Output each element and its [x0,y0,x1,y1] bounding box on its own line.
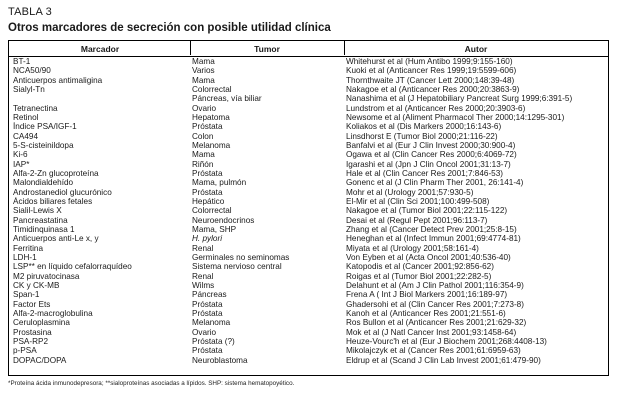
cell-tumor: Colorrectal [192,206,232,216]
cell-autor: Von Eyben et al (Acta Oncol 2001;40:536-40) [346,252,511,262]
cell-autor: Zhang et al (Cancer Detect Prev 2001;25:8-15) [346,224,517,234]
cell-marcador: LSP** en líquido cefalorraquídeo [13,262,132,272]
cell-autor: Ros Bullon et al (Anticancer Res 2001;21:629-32) [346,318,527,328]
cell-autor: Kanoh et al (Anticancer Res 2001;21:551-6) [346,308,506,318]
cell-tumor: Colon [192,131,214,141]
cell-tumor: Germinales no seminomas [192,252,290,262]
cell-marcador: Índice PSA/IGF-1 [13,122,77,132]
cell-autor: Mikolajczyk et al (Cancer Res 2001;61:6959-63) [346,346,521,356]
cell-marcador: LDH-1 [13,252,37,262]
table-row [9,244,608,253]
cell-tumor: Hepático [192,196,225,206]
table-row [9,57,608,66]
cell-tumor: Neuroblastoma [192,355,248,365]
cell-autor: Nakagoe et al (Anticancer Res 2000;20:3863-9) [346,84,520,94]
table-row [9,309,608,318]
table-row [9,76,608,85]
cell-autor: Ghadersohi et al (Clin Cancer Res 2001;7:273-8) [346,299,524,309]
cell-marcador: Span-1 [13,290,40,300]
cell-marcador: DOPAC/DOPA [13,355,67,365]
cell-autor: Miyata et al (Urology 2001;58:161-4) [346,243,479,253]
cell-autor: Kuoki et al (Anticancer Res 1999;19:5599-606) [346,66,517,76]
cell-tumor: Mama [192,150,215,160]
cell-tumor: Mama [192,57,215,66]
header-tumor: Tumor [254,44,280,54]
table-body [9,57,608,365]
table-row [9,253,608,262]
table-row [9,141,608,150]
cell-autor: Lundstrom et al (Anticancer Res 2000;20:3903-6) [346,103,526,113]
table-row [9,225,608,234]
cell-marcador: Ki-6 [13,150,28,160]
cell-marcador: Pancreastatina [13,215,68,225]
cell-autor: Delahunt et al (Am J Clin Pathol 2001;116:354-9) [346,280,524,290]
column-divider [344,41,345,55]
table-row [9,216,608,225]
table-row [9,300,608,309]
cell-tumor: Próstata [192,187,223,197]
table-row [9,150,608,159]
cell-tumor: H. pylori [192,234,223,244]
cell-tumor: Próstata [192,299,223,309]
cell-autor: Linsdhorst E (Tumor Biol 2000;21:116-22) [346,131,498,141]
cell-autor: Katopodis et al (Cancer 2001;92:856-62) [346,262,494,272]
cell-autor: Nakagoe et al (Tumor Biol 2001;22:115-122) [346,206,508,216]
table-row [9,113,608,122]
table-row [9,197,608,206]
cell-marcador: CK y CK-MB [13,280,60,290]
cell-tumor: Próstata [192,346,223,356]
cell-marcador: Factor Ets [13,299,51,309]
table-row [9,188,608,197]
cell-tumor: Colorrectal [192,84,232,94]
cell-autor: Heuze-Vourc'h et al (Eur J Biochem 2001;268:4408-13) [346,336,547,346]
cell-tumor: Riñón [192,159,214,169]
cell-tumor: Renal [192,243,214,253]
cell-marcador: Alfa-2-macroglobulina [13,308,93,318]
cell-autor: Newsome et al (Aliment Pharmacol Ther 2000;14:1295-301) [346,112,565,122]
cell-marcador: PSA-RP2 [13,336,49,346]
cell-marcador: BT-1 [13,57,31,66]
cell-tumor: Varios [192,66,215,76]
table-row [9,346,608,355]
cell-marcador: Ferritina [13,243,44,253]
marker-table [8,40,609,376]
cell-tumor: Melanoma [192,318,231,328]
cell-autor: Thornthwaite JT (Cancer Lett 2000;148:39-48) [346,75,515,85]
cell-marcador: CA494 [13,131,39,141]
cell-autor: Heneghan et al (Infect Immun 2001;69:4774-81) [346,234,521,244]
cell-autor: El-Mir et al (Clin Sci 2001;100:499-508) [346,196,490,206]
cell-tumor: Próstata [192,122,223,132]
cell-autor: Nanashima et al (J Hepatobiliary Pancreat Surg 1999;6:391-5) [346,94,573,104]
cell-autor: Desai et al (Regul Pept 2001;96:113-7) [346,215,488,225]
cell-autor: Hale et al (Clin Cancer Res 2001;7:846-53) [346,168,504,178]
cell-autor: Eldrup et al (Scand J Clin Lab Invest 2001;61:479-90) [346,355,541,365]
cell-marcador: Anticuerpos antimaligina [13,75,103,85]
cell-marcador: IAP* [13,159,30,169]
cell-tumor: Melanoma [192,140,231,150]
cell-marcador: 5-S-cisteinildopa [13,140,74,150]
cell-autor: Mok et al (J Natl Cancer Inst 2001;93:1458-64) [346,327,517,337]
cell-autor: Roigas et al (Tumor Biol 2001;22:282-5) [346,271,492,281]
cell-tumor: Próstata [192,168,223,178]
cell-tumor: Próstata (?) [192,336,235,346]
cell-autor: Gonenc et al (J Clin Pharm Ther 2001, 26:141-4) [346,178,524,188]
cell-tumor: Páncreas, vía biliar [192,94,262,104]
cell-autor: Frena A ( Int J Biol Markers 2001;16:189-97) [346,290,508,300]
table-row [9,160,608,169]
cell-tumor: Mama, pulmón [192,178,247,188]
header-autor: Autor [464,44,488,54]
table-row [9,85,608,94]
cell-marcador: p-PSA [13,346,37,356]
table-row [9,290,608,299]
cell-tumor: Mama, SHP [192,224,237,234]
cell-autor: Whitehurst et al (Hum Antibo 1999;9:155-160) [346,57,513,66]
cell-tumor: Hepatoma [192,112,230,122]
table-title: Otros marcadores de secreción con posible utilidad clínica [8,22,331,34]
cell-marcador: Androstanediol glucurónico [13,187,112,197]
table-row [9,104,608,113]
table-row [9,337,608,346]
table-row [9,66,608,75]
table-header [9,41,608,57]
table-row [9,272,608,281]
table-label: TABLA 3 [8,6,52,18]
footnote: *Proteína ácida inmunodepresora; **sialoproteínas asociadas a lípidos. SHP: sistema hematopoyético. [8,380,295,387]
table-row [9,132,608,141]
table-row [9,318,608,327]
cell-marcador: Sialyl-Tn [13,84,45,94]
cell-tumor: Mama [192,75,215,85]
cell-marcador: Retinol [13,112,39,122]
cell-autor: Ogawa et al (Clin Cancer Res 2000;6:4069-72) [346,150,517,160]
cell-marcador: Anticuerpos anti-Le x, y [13,234,99,244]
column-divider [190,41,191,55]
table-row [9,169,608,178]
cell-tumor: Páncreas [192,290,227,300]
table-row [9,206,608,215]
cell-marcador: Malondialdehído [13,178,74,188]
cell-autor: Mohr et al (Urology 2001;57:930-5) [346,187,474,197]
header-marcador: Marcador [80,44,120,54]
cell-marcador: Prostasina [13,327,52,337]
cell-marcador: Ácidos biliares fetales [13,196,93,206]
cell-autor: Banfalvi et al (Eur J Clin Invest 2000;30:900-4) [346,140,516,150]
cell-tumor: Neuroendocrinos [192,215,255,225]
table-row [9,122,608,131]
cell-tumor: Ovario [192,103,217,113]
cell-tumor: Sistema nervioso central [192,262,282,272]
table-row [9,178,608,187]
table-row [9,234,608,243]
cell-marcador: NCA50/90 [13,66,51,76]
cell-autor: Koliakos et al (Dis Markers 2000;16:143-6) [346,122,502,132]
cell-tumor: Renal [192,271,214,281]
table-row [9,328,608,337]
cell-marcador: Ceruloplasmina [13,318,70,328]
table-row [9,262,608,271]
cell-tumor: Ovario [192,327,217,337]
cell-marcador: Timidinquinasa 1 [13,224,75,234]
table-row [9,356,608,365]
cell-marcador: Tetranectina [13,103,58,113]
table-row [9,94,608,103]
cell-marcador: M2 piruvatocinasa [13,271,80,281]
cell-marcador: Alfa-2-Zn glucoproteína [13,168,99,178]
cell-marcador: Sialil-Lewis X [13,206,62,216]
cell-tumor: Próstata [192,308,223,318]
table-row [9,281,608,290]
cell-tumor: Wilms [192,280,215,290]
cell-autor: Igarashi et al (Jpn J Clin Oncol 2001;31:13-7) [346,159,511,169]
